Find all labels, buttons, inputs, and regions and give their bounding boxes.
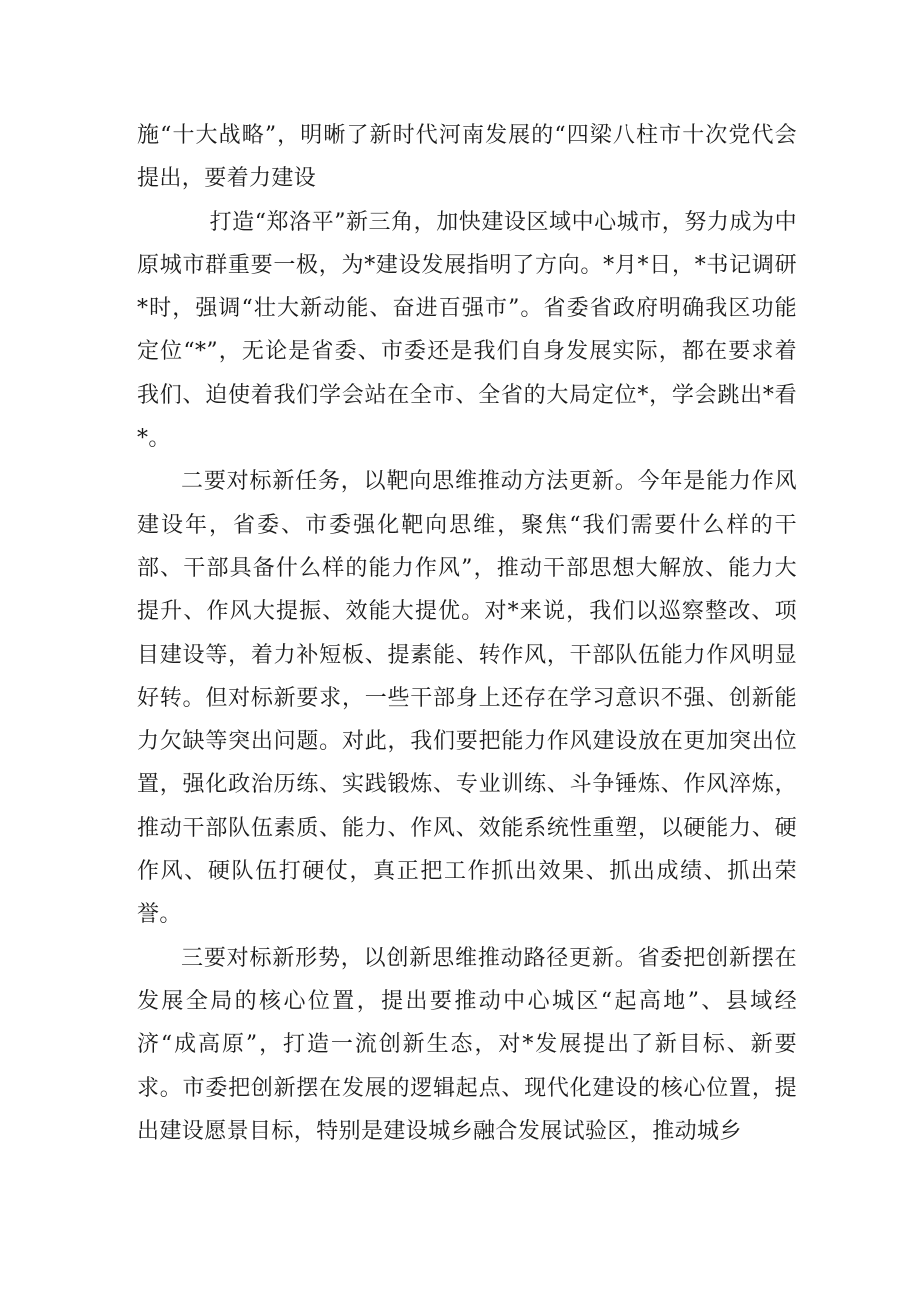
paragraph-second-point: 二要对标新任务，以靶向思维推动方法更新。今年是能力作风建设年，省委、市委强化靶向思维，聚焦“我们需要什么样的干部、干部具备什么样的能力作风”，推动干部思想大解放、能力大提升、作风大提振、效能大提优。对*来说，我们以巡察整改、项目建设等，着力补短板、提素能、转作风，干部队伍能力作风明显好转。但对标新要求，一些干部身上还存在学习意识不强、创新能力欠缺等突出问题。对此，我们要把能力作风建设放在更加突出位置，强化政治历练、实践锻炼、专业训练、斗争锤炼、作风淬炼，推动干部队伍素质、能力、作风、效能系统性重塑，以硬能力、硬作风、硬队伍打硬仗，真正把工作抓出效果、抓出成绩、抓出荣誉。 (137, 469, 797, 928)
paragraph-new-triangle: 打造“郑洛平”新三角，加快建设区域中心城市，努力成为中原城市群重要一极，为*建设发展指明了方向。*月*日，*书记调研*时，强调“壮大新动能、奋进百强市”。省委省政府明确我区功能定位“*”，无论是省委、市委还是我们自身发展实际，都在要求着我们、迫使着我们学会站在全市、全省的大局定位*，学会跳出*看*。 (137, 209, 797, 452)
document-body (137, 114, 797, 1153)
paragraph-continued: 施“十大战略”，明晰了新时代河南发展的“四梁八柱市十次党代会提出，要着力建设 (137, 123, 797, 192)
paragraph-third-point: 三要对标新形势，以创新思维推动路径更新。省委把创新摆在发展全局的核心位置，提出要推动中心城区“起高地”、县域经济“成高原”，打造一流创新生态，对*发展提出了新目标、新要求。市委把创新摆在发展的逻辑起点、现代化建设的核心位置，提出建设愿景目标，特别是建设城乡融合发展试验区，推动城乡 (137, 945, 797, 1144)
